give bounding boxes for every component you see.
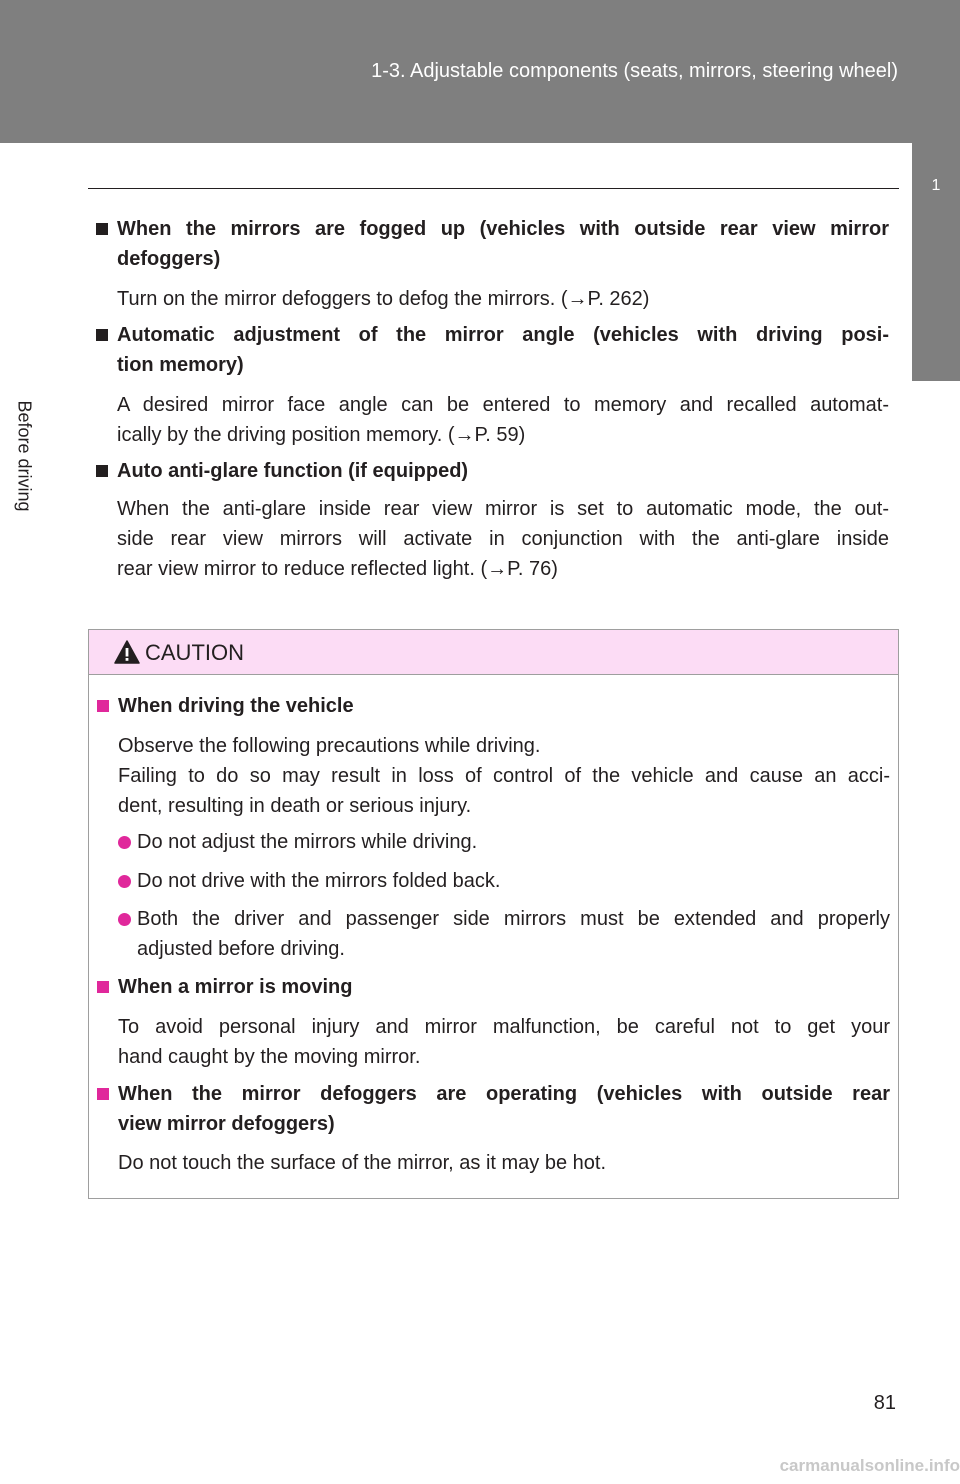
caution-bullet [118,866,890,896]
body-line: side rear view mirrors will activate in conjunction with the anti-glare inside [117,528,889,550]
body-line: Observe the following precautions while driving. [118,735,541,757]
heading-line: When driving the vehicle [118,695,354,717]
section-heading [96,214,889,274]
body-line: A desired mirror face angle can be entered to memory and recalled automat- [117,394,889,416]
caution-header [89,630,898,675]
body-line: Turn on the mirror defoggers to defog the mirrors. (→P. 262) [117,288,650,310]
body-line: When the anti-glare inside rear view mirror is set to automatic mode, the out- [117,498,889,520]
square-bullet-icon [97,700,109,712]
page-header [0,0,960,143]
section-title: 1-3. Adjustable components (seats, mirrors, steering wheel) [371,60,898,82]
body-line: rear view mirror to reduce reflected light. (→P. 76) [117,558,558,580]
heading-line: Auto anti-glare function (if equipped) [117,460,469,482]
caution-label: CAUTION [145,640,244,665]
caution-bullet [118,904,890,964]
page-number: 81 [873,1392,896,1414]
body-line: To avoid personal injury and mirror malfunction, be careful not to get your [118,1016,890,1038]
section-body [117,494,889,584]
square-bullet-icon [96,329,108,341]
bullet-line: Both the driver and passenger side mirrors must be extended and properly [137,908,890,930]
warning-icon [114,640,140,664]
heading-line: Automatic adjustment of the mirror angle (vehicles with driving posi- [117,324,889,346]
body-line: hand caught by the moving mirror. [118,1046,421,1068]
caution-heading [97,972,890,1002]
caution-box [88,629,899,1199]
body-line: Do not touch the surface of the mirror, as it may be hot. [118,1152,607,1174]
body-line: ically by the driving position memory. (→P. 59) [117,424,526,446]
circle-bullet-icon [118,836,131,849]
top-divider [88,188,899,189]
heading-line: tion memory) [117,354,244,376]
section-body [117,390,889,450]
heading-line: When the mirror defoggers are operating (vehicles with outside rear [118,1083,890,1105]
circle-bullet-icon [118,875,131,888]
caution-bullet [118,827,890,857]
section-body [117,284,889,314]
section-heading [96,320,889,380]
body-line: Failing to do so may result in loss of control of the vehicle and cause an acci- [118,765,890,787]
caution-body [118,731,890,821]
heading-line: defoggers) [117,248,221,270]
caution-body [118,1012,890,1072]
bullet-line: Do not adjust the mirrors while driving. [137,831,478,853]
bullet-line: adjusted before driving. [137,938,345,960]
chapter-label: Before driving [14,400,35,512]
caution-heading [97,691,890,721]
caution-heading [97,1079,890,1139]
bullet-line: Do not drive with the mirrors folded back. [137,870,501,892]
circle-bullet-icon [118,913,131,926]
square-bullet-icon [97,981,109,993]
watermark: carmanualsonline.info [779,1456,960,1475]
heading-line: view mirror defoggers) [118,1113,335,1135]
square-bullet-icon [96,223,108,235]
section-heading [96,456,889,486]
heading-line: When a mirror is moving [118,976,353,998]
caution-body [118,1148,890,1178]
square-bullet-icon [96,465,108,477]
body-line: dent, resulting in death or serious injury. [118,795,472,817]
chapter-tab [912,143,960,381]
square-bullet-icon [97,1088,109,1100]
chapter-number: 1 [931,177,941,194]
heading-line: When the mirrors are fogged up (vehicles with outside rear view mirror [117,218,889,240]
